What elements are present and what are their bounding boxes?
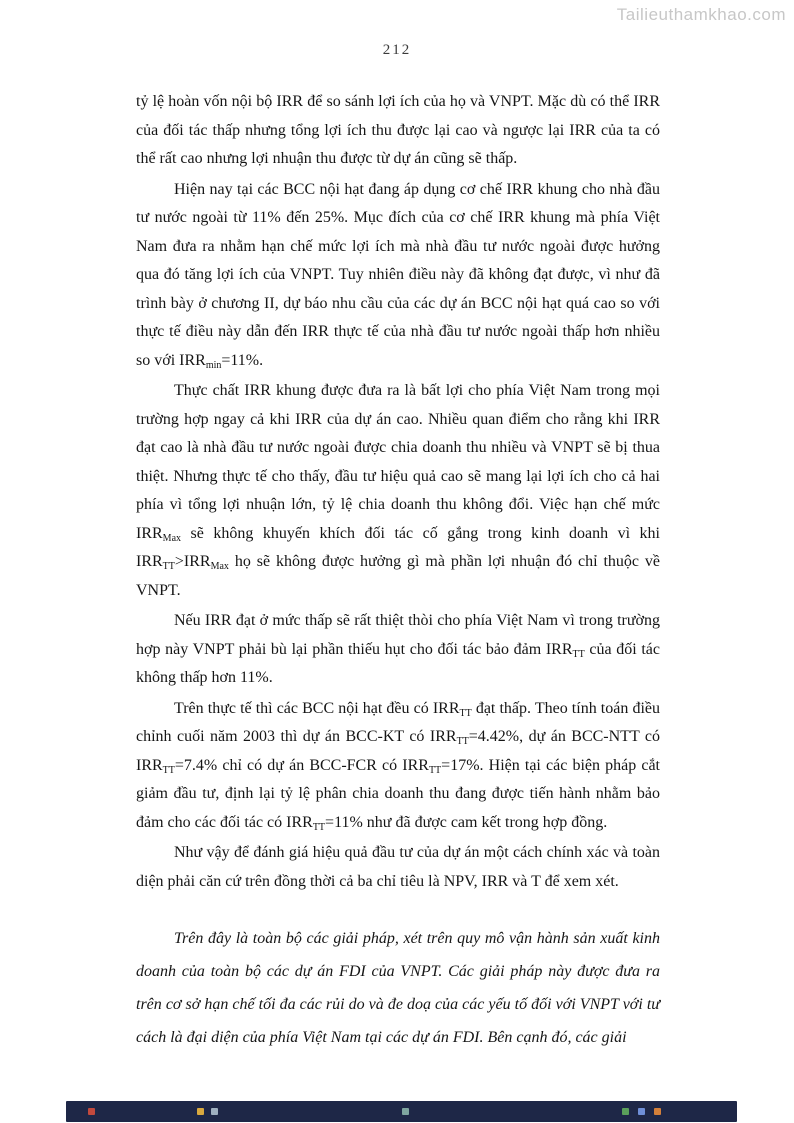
taskbar-icon-teal[interactable] bbox=[402, 1108, 409, 1115]
subscript: TT bbox=[456, 736, 469, 747]
paragraph: Hiện nay tại các BCC nội hạt đang áp dụng cơ chế IRR khung cho nhà đầu tư nước ngoài từ 11% đến 25%. Mục đích của cơ chế IRR khung mà phía Việt Nam đưa ra nhằm hạn chế mức lợi ích mà nhà đầu tư nước ngoài được hưởng qua đó tăng lợi ích của VNPT. Tuy nhiên điều này đã không đạt được, vì như đã trình bày ở chương II, dự báo nhu cầu của các dự án BCC nội hạt quá cao so với thực tế điều này dẫn đến IRR thực tế của nhà đầu tư nước ngoài thấp hơn nhiều so với $IRR_{min}=11\%$. bbox=[136, 180, 660, 371]
paragraph: Trên thực tế thì các BCC nội hạt đều có $IRR_{TT}$ đạt thấp. Theo tính toán điều chỉnh cuối năm 2003 thì dự án BCC-KT có $IRR_{TT}=4.42\%$, dự án BCC-NTT có $IRR_{TT}=7.4\%$ chỉ có dự án BCC-FCR có $IRR_{TT}=17\%$. Hiện tại các biện pháp cắt giảm đầu tư, định lại tỷ lệ phân chia doanh thu đang được tiến hành nhằm bảo đảm cho các đối tác có $IRR_{TT}=11\%$ như đã được cam kết trong hợp đồng. bbox=[136, 699, 661, 833]
subscript: Max bbox=[210, 561, 229, 572]
page-body bbox=[136, 88, 660, 1056]
taskbar-icon-orange[interactable] bbox=[654, 1108, 661, 1115]
subscript: TT bbox=[459, 707, 472, 719]
subscript: min bbox=[205, 359, 222, 371]
subscript: Max bbox=[162, 532, 182, 544]
subscript: TT bbox=[162, 561, 175, 572]
taskbar-icon-red[interactable] bbox=[88, 1108, 95, 1115]
taskbar-icon-blue[interactable] bbox=[638, 1108, 645, 1115]
taskbar[interactable] bbox=[66, 1101, 737, 1122]
subscript: TT bbox=[312, 821, 326, 833]
subscript: TT bbox=[428, 764, 442, 776]
subscript: TT bbox=[572, 648, 585, 660]
paragraph: tỷ lệ hoàn vốn nội bộ IRR để so sánh lợi ích của họ và VNPT. Mặc dù có thể IRR của đối tác thấp nhưng tổng lợi ích thu được lại cao và ngược lại IRR của ta có thể rất cao nhưng lợi nhuận thu được từ dự án cũng sẽ thấp. bbox=[136, 93, 660, 167]
watermark: Tailieuthamkhao.com bbox=[616, 5, 786, 24]
taskbar-icon-gray[interactable] bbox=[211, 1108, 218, 1115]
taskbar-icon-yellow[interactable] bbox=[197, 1108, 204, 1115]
taskbar-icon-green[interactable] bbox=[622, 1108, 629, 1115]
paragraph: Như vậy để đánh giá hiệu quả đầu tư của dự án một cách chính xác và toàn diện phải căn cứ trên đồng thời cả ba chỉ tiêu là NPV, IRR và T để xem xét. bbox=[136, 844, 660, 890]
subscript: TT bbox=[162, 764, 175, 776]
paragraph: Nếu IRR đạt ở mức thấp sẽ rất thiệt thòi cho phía Việt Nam vì trong trường hợp này VNPT phải bù lại phần thiếu hụt cho đối tác bảo đảm $IRR_{TT}$ của đối tác không thấp hơn 11%. bbox=[136, 612, 661, 686]
page-number: 212 bbox=[382, 42, 412, 58]
paragraph: Thực chất IRR khung được đưa ra là bất lợi cho phía Việt Nam trong mọi trường hợp ngay cả khi IRR của dự án cao. Nhiều quan điểm cho rằng khi IRR đạt cao là nhà đầu tư nước ngoài được chia doanh thu nhiều và VNPT sẽ bị thua thiệt. Nhưng thực tế cho thấy, đầu tư hiệu quả cao sẽ mang lại lợi ích cho cả hai phía vì tổng lợi nhuận lớn, tỷ lệ chia doanh thu không đổi. Việc hạn chế mức $IRR_{Max}$ sẽ không khuyến khích đối tác cố gắng trong kinh doanh vì khi $IRR_{TT}>IRR_{Max}$ họ sẽ không được hưởng gì mà phần lợi nhuận đó chỉ thuộc về VNPT. bbox=[136, 382, 660, 599]
paragraph: Trên đây là toàn bộ các giải pháp, xét trên quy mô vận hành sản xuất kinh doanh của toàn bộ các dự án FDI của VNPT. Các giải pháp này được đưa ra trên cơ sở hạn chế tối đa các rủi do và đe doạ của các yếu tố đối với VNPT với tư cách là đại diện của phía Việt Nam tại các dự án FDI. Bên cạnh đó, các giải bbox=[136, 930, 660, 1046]
